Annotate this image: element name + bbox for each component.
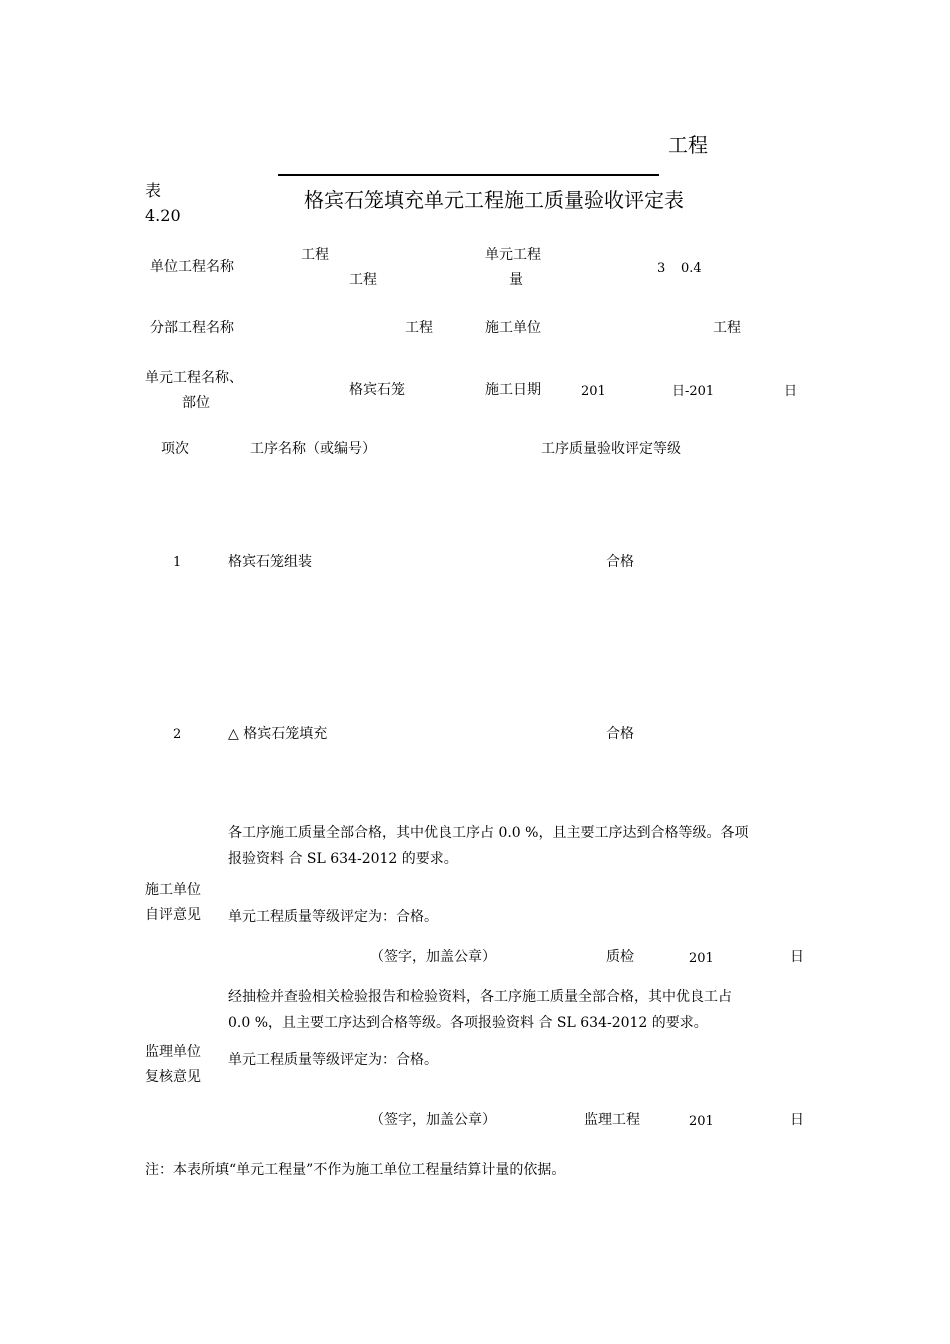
page-title: 格宾石笼填充单元工程施工质量验收评定表: [304, 188, 684, 212]
supervisor-label-1: 监理单位: [145, 1044, 201, 1060]
supervisor-label-2: 复核意见: [145, 1069, 201, 1085]
footnote: 注：本表所填“单元工程量”不作为施工单位工程量结算计量的依据。: [145, 1162, 566, 1178]
contractor-day: 日: [790, 949, 804, 965]
date-mid: 日-201: [672, 384, 715, 399]
contractor-opinion-line-1: 各工序施工质量全部合格，其中优良工序占 0.0 %，且主要工序达到合格等级。各项: [228, 825, 749, 841]
row-process-name: 格宾石笼组装: [228, 554, 312, 570]
date-end: 日: [784, 384, 798, 399]
construction-date-label: 施工日期: [485, 382, 541, 398]
col-header-grade: 工序质量验收评定等级: [541, 441, 681, 457]
unit-quantity-value-2: 0.4: [681, 261, 702, 276]
table-number: 4.20: [145, 206, 181, 225]
supervisor-year: 201: [689, 1114, 714, 1129]
unit-quantity-label-1: 单元工程: [485, 247, 541, 263]
contractor-label-2: 自评意见: [145, 907, 201, 923]
contractor-year: 201: [689, 951, 714, 966]
supervisor-sign: （签字，加盖公章）: [370, 1112, 496, 1128]
unit-quantity-value-1: 3: [657, 261, 666, 276]
supervisor-opinion-line-2: 0.0 %，且主要工序达到合格等级。各项报验资料 合 SL 634-2012 的要求。: [228, 1015, 708, 1031]
contractor-sign: （签字，加盖公章）: [370, 949, 496, 965]
contractor-role: 质检: [606, 949, 634, 965]
supervisor-role: 监理工程: [584, 1112, 640, 1128]
col-header-index: 项次: [161, 441, 189, 457]
unit-quantity-label-2: 量: [509, 272, 523, 288]
unit-project-value-2: 工程: [349, 272, 377, 288]
header-underline: [278, 174, 659, 176]
contractor-label-1: 施工单位: [145, 882, 201, 898]
construction-unit-label: 施工单位: [485, 320, 541, 336]
col-header-process-name: 工序名称（或编号）: [250, 441, 376, 457]
table-label: 表: [145, 181, 162, 200]
construction-unit-value: 工程: [713, 320, 741, 336]
unit-name-value: 格宾石笼: [349, 382, 405, 398]
unit-project-name-label: 单位工程名称: [150, 259, 234, 275]
supervisor-opinion-line-1: 经抽检并查验相关检验报告和检验资料，各工序施工质量全部合格，其中优良工占: [228, 989, 732, 1005]
row-process-name: △ 格宾石笼填充: [228, 726, 328, 742]
row-index: 2: [173, 727, 182, 742]
unit-name-label-2: 部位: [182, 395, 210, 411]
project-suffix: 工程: [668, 133, 708, 157]
supervisor-conclusion: 单元工程质量等级评定为：合格。: [228, 1052, 438, 1068]
contractor-opinion-line-2: 报验资料 合 SL 634-2012 的要求。: [228, 851, 458, 867]
contractor-conclusion: 单元工程质量等级评定为：合格。: [228, 909, 438, 925]
unit-name-label-1: 单元工程名称、: [145, 370, 243, 386]
supervisor-day: 日: [790, 1112, 804, 1128]
row-grade: 合格: [606, 554, 634, 570]
row-grade: 合格: [606, 726, 634, 742]
subproject-name-label: 分部工程名称: [150, 320, 234, 336]
date-start: 201: [581, 384, 606, 399]
subproject-value: 工程: [405, 320, 433, 336]
row-index: 1: [173, 555, 182, 570]
unit-project-value-1: 工程: [301, 247, 329, 263]
